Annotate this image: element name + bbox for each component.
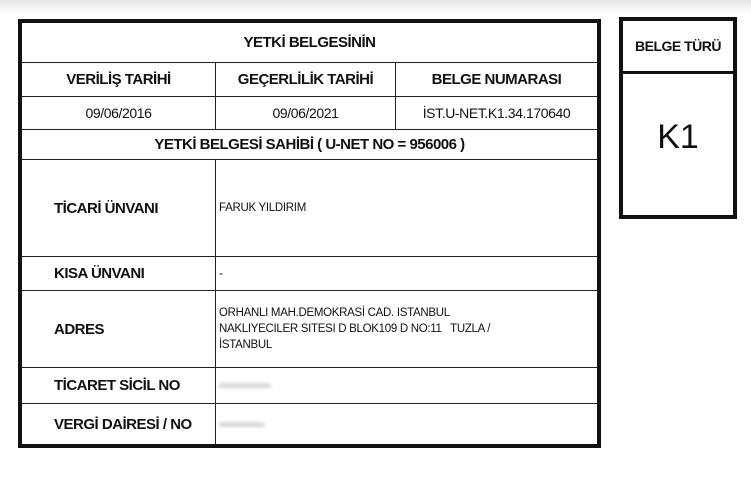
validity-date-value: 09/06/2021	[215, 97, 395, 129]
short-name-row	[22, 257, 597, 291]
document-number-value: İST.U-NET.K1.34.170640	[395, 97, 597, 129]
address-row	[22, 291, 597, 368]
validity-date-header: GEÇERLİLİK TARİHİ	[215, 63, 395, 96]
trade-name-text: FARUK YILDIRIM	[219, 202, 306, 214]
holder-title-row	[22, 130, 597, 160]
tax-office-value	[215, 404, 597, 444]
redacted-registry-number	[219, 383, 271, 388]
document-type-box	[619, 17, 737, 219]
tax-office-row	[22, 404, 597, 444]
title-row	[22, 23, 597, 63]
short-name-value	[215, 257, 597, 290]
short-name-text: -	[219, 267, 223, 280]
top-shadow	[0, 0, 751, 14]
document-type-header: BELGE TÜRÜ	[623, 21, 733, 74]
redacted-tax-number	[219, 422, 265, 427]
trade-registry-row	[22, 368, 597, 404]
certificate-table	[18, 19, 601, 448]
address-label: ADRES	[54, 320, 105, 338]
values-row	[22, 97, 597, 130]
trade-name-value	[215, 160, 597, 256]
issue-date-value: 09/06/2016	[85, 105, 152, 121]
holder-title: YETKİ BELGESİ SAHİBİ ( U-NET NO = 956006 )	[154, 136, 465, 153]
document-type-value: K1	[657, 118, 699, 156]
address-line-2: NAKLIYECILER SITESI D BLOK109 D NO:11 TUZLA /	[219, 323, 491, 335]
address-line-3: İSTANBUL	[219, 339, 272, 351]
table-title: YETKİ BELGESİNİN	[243, 34, 376, 51]
short-name-label: KISA ÜNVANI	[54, 265, 145, 282]
document-number-header: BELGE NUMARASI	[395, 63, 597, 96]
trade-registry-label: TİCARET SİCİL NO	[54, 377, 180, 394]
address-line-1: ORHANLI MAH.DEMOKRASİ CAD. ISTANBUL	[219, 307, 450, 319]
tax-office-label: VERGİ DAİRESİ / NO	[54, 415, 192, 433]
address-value	[215, 291, 597, 367]
trade-name-row	[22, 160, 597, 257]
issue-date-header: VERİLİŞ TARİHİ	[66, 71, 171, 88]
trade-registry-value	[215, 368, 597, 403]
trade-name-label: TİCARİ ÜNVANI	[54, 199, 159, 217]
header-row	[22, 63, 597, 97]
